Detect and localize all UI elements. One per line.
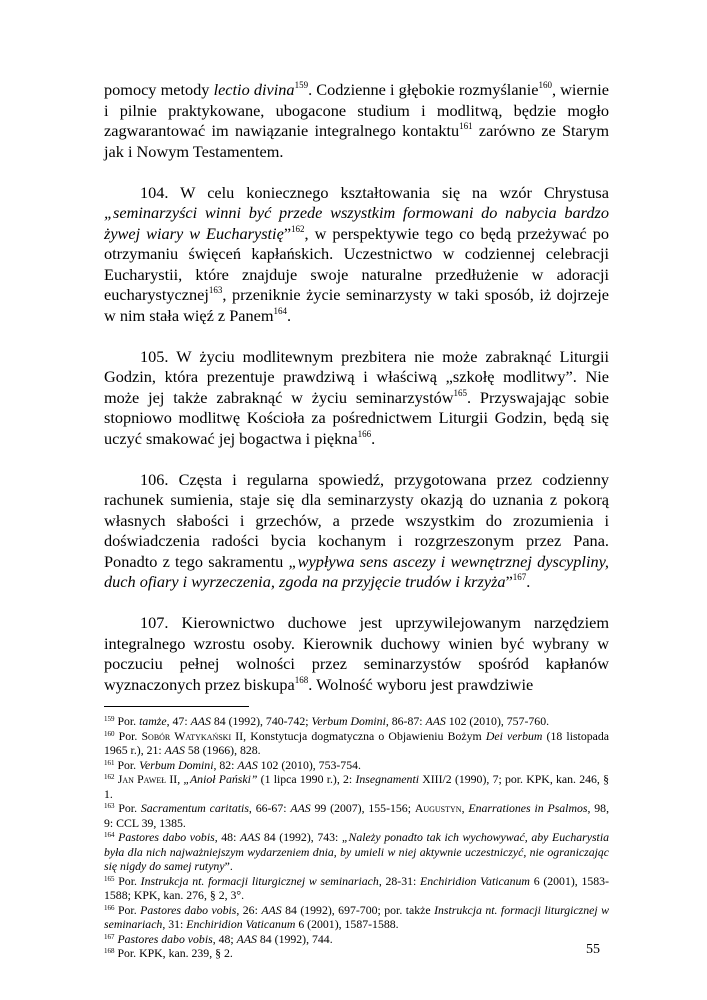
italic-text: AAS bbox=[236, 931, 257, 946]
page-content bbox=[104, 80, 609, 961]
footnote-ref: 160 bbox=[538, 80, 552, 90]
italic-text: AAS bbox=[237, 757, 258, 772]
italic-text: AAS bbox=[425, 714, 446, 728]
text-run: , 98, 9: CCL 39, 1385. bbox=[104, 801, 610, 830]
text-run: , 82: bbox=[213, 757, 238, 772]
italic-text: lectio divina bbox=[213, 80, 295, 99]
footnote-ref: 159 bbox=[104, 715, 115, 723]
text-run: , 48; bbox=[212, 931, 237, 946]
footnote-ref: 168 bbox=[104, 947, 115, 955]
italic-text: Pastores dabo vobis bbox=[140, 902, 237, 917]
text-run: 84 (1992), 697-700; por. także bbox=[281, 902, 435, 917]
italic-text: AAS bbox=[290, 801, 311, 815]
italic-text: AAS bbox=[190, 714, 211, 728]
footnote-ref: 164 bbox=[273, 305, 288, 316]
text-run: . bbox=[526, 572, 531, 591]
footnote-separator bbox=[104, 706, 249, 707]
italic-text: „seminarzyści winni być przede wszystkim formowani do nabycia bardzo żywej wiary w Eucharystię bbox=[104, 203, 609, 243]
italic-text: „Anioł Pański” bbox=[183, 772, 258, 786]
footnotes bbox=[104, 714, 609, 961]
text-run: 84 (1992), 744. bbox=[256, 931, 333, 946]
italic-text: Dei verbum bbox=[485, 728, 543, 743]
small-caps-text: Jan Paweł bbox=[117, 772, 167, 786]
footnote-ref: 161 bbox=[459, 121, 473, 131]
footnote-ref: 162 bbox=[104, 773, 115, 781]
footnote-160 bbox=[104, 729, 609, 758]
footnote-163 bbox=[104, 801, 609, 830]
footnote-ref: 162 bbox=[291, 223, 305, 234]
italic-text: Sacramentum caritatis bbox=[140, 801, 249, 815]
text-run: 104. W celu koniecznego kształtowania się na wzór Chrystusa bbox=[140, 182, 609, 202]
text-run: zarówno ze Starym jak i Nowym Testamentem. bbox=[104, 121, 610, 161]
text-run: II, bbox=[166, 772, 184, 786]
text-run: , w perspektywie tego co będą przeżywać po otrzymaniu święceń kapłańskich. Uczestnictwo w codziennej celebracji Eucharystii, które znajduje swoje naturalne przedłużenie w adoracji eucharystycznej bbox=[104, 223, 609, 304]
italic-text: Enarrationes in Psalmos bbox=[468, 801, 588, 815]
text-run: Por. bbox=[114, 873, 141, 888]
footnote-ref: 168 bbox=[294, 674, 309, 685]
footnote-162 bbox=[104, 772, 609, 801]
text-run: 105. W życiu modlitewnym prezbitera nie może zabraknąć Liturgii Godzin, która prezentuje prawdziwą i właściwą „szkołę modlitwy”. Nie może jej także zabraknąć w życiu seminarzystów bbox=[104, 346, 609, 407]
paragraph-107 bbox=[104, 613, 609, 695]
text-run: ” bbox=[505, 572, 513, 591]
text-run: , 47: bbox=[166, 714, 191, 728]
page-number: 55 bbox=[586, 942, 600, 957]
paragraph-106 bbox=[104, 470, 609, 593]
italic-text: tamże bbox=[139, 714, 167, 728]
text-run: Por. bbox=[114, 902, 141, 917]
italic-text: AAS bbox=[164, 743, 185, 757]
footnote-ref: 167 bbox=[104, 932, 115, 941]
italic-text: Verbum Domini bbox=[311, 714, 386, 728]
text-run: 84 (1992), 740-742; bbox=[210, 714, 312, 728]
text-run: 58 (1966), 828. bbox=[184, 743, 261, 757]
footnote-ref: 159 bbox=[294, 80, 309, 90]
footnote-ref: 166 bbox=[357, 428, 372, 439]
text-run: XIII/2 (1990), 7; por. KPK, kan. 246, § 1. bbox=[104, 772, 609, 801]
italic-text: Pastores dabo vobis bbox=[118, 830, 215, 844]
text-run: , 28-31: bbox=[378, 873, 421, 888]
footnote-159 bbox=[104, 714, 609, 729]
text-run: . Przyswajając sobie stopniowo modlitwę Kościoła za pośrednictwem Liturgii Godzin, będą się uczyć smakować jej bogactwa i piękna bbox=[104, 387, 610, 448]
text-run: (1 lipca 1990 r.), 2: bbox=[257, 772, 356, 786]
text-run: , 66-67: bbox=[248, 801, 291, 815]
footnote-166 bbox=[104, 903, 609, 932]
text-run: 84 (1992), 743: bbox=[260, 830, 342, 844]
footnote-ref: 160 bbox=[104, 729, 115, 738]
text-run: 99 (2007), 155-156; bbox=[310, 801, 415, 815]
italic-text: Pastores dabo vobis bbox=[117, 931, 213, 946]
text-run: , przeniknie życie seminarzysty w taki sposób, iż dojrzeje w nim stała więź z Panem bbox=[104, 285, 609, 325]
italic-text: Enchiridion Vaticanum bbox=[186, 917, 296, 931]
text-run: , 48: bbox=[214, 830, 240, 844]
text-run: pomocy metody bbox=[104, 80, 214, 99]
paragraph-105 bbox=[104, 347, 609, 450]
text-run: . bbox=[371, 428, 376, 448]
text-run: Por. KPK, kan. 239, § 2. bbox=[114, 946, 233, 960]
italic-text: „Należy ponadto tak ich wychowywać, aby Eucharystia była dla nich najważniejszym wydarzeniem dnia, by umieli w niej aktywnie uczestniczyć, nie ograniczając się nigdy do samej rutyny bbox=[104, 830, 610, 873]
text-run: ”. bbox=[224, 859, 233, 873]
footnote-ref: 167 bbox=[512, 572, 527, 582]
small-caps-text: Augustyn bbox=[414, 801, 462, 815]
text-run: , 31: bbox=[162, 917, 187, 931]
text-run: . Codzienne i głębokie rozmyślanie bbox=[308, 80, 539, 99]
text-run: 6 (2001), 1587-1588. bbox=[295, 917, 399, 931]
footnote-165 bbox=[104, 874, 609, 903]
text-run: II, Konstytucja dogmatyczna o Objawieniu Bożym bbox=[231, 728, 486, 743]
footnote-ref: 164 bbox=[104, 831, 115, 839]
paragraph-104 bbox=[104, 183, 609, 327]
footnote-ref: 163 bbox=[208, 285, 223, 295]
italic-text: Instrukcja nt. formacji liturgicznej w seminariach bbox=[104, 902, 609, 931]
small-caps-text: Sobór Watykański bbox=[141, 728, 232, 743]
text-run: , wiernie i pilnie praktykowane, ubogacone studium i modlitwą, będzie mogło zagwarantować im nawiązanie integralnego kontaktu bbox=[104, 80, 609, 140]
footnote-167 bbox=[104, 932, 609, 947]
italic-text: Instrukcja nt. formacji liturgicznej w seminariach bbox=[140, 873, 379, 888]
text-run: , 26: bbox=[236, 902, 262, 917]
text-run: Por. bbox=[114, 757, 140, 772]
footnote-168 bbox=[104, 946, 609, 961]
italic-text: Enchiridion Vaticanum bbox=[420, 873, 530, 888]
italic-text: AAS bbox=[239, 830, 261, 844]
footnote-ref: 163 bbox=[104, 802, 115, 810]
text-run: ” bbox=[283, 223, 292, 243]
text-run: Por. bbox=[114, 728, 142, 743]
text-run: Por. bbox=[114, 714, 140, 728]
text-run: Por. bbox=[114, 801, 141, 815]
italic-text: Verbum Domini bbox=[139, 757, 214, 772]
text-run: , 86-87: bbox=[385, 714, 426, 728]
italic-text: „wypływa sens ascezy i wewnętrznej dyscypliny, duch ofiary i wyrzeczenia, zgoda na przyjęcie trudów i krzyża bbox=[104, 551, 610, 591]
text-run: 102 (2010), 757-760. bbox=[445, 714, 550, 728]
footnote-ref: 166 bbox=[104, 903, 115, 912]
text-run: (18 listopada 1965 r.), 21: bbox=[104, 728, 610, 757]
text-run: . Wolność wyboru jest prawdziwie bbox=[308, 674, 534, 694]
footnote-161 bbox=[104, 758, 609, 773]
text-run: 102 (2010), 753-754. bbox=[257, 757, 361, 772]
italic-text: AAS bbox=[261, 902, 282, 917]
text-run: 6 (2001), 1583-1588; KPK, kan. 276, § 2, 3°. bbox=[104, 873, 609, 902]
italic-text: Insegnamenti bbox=[355, 772, 419, 786]
footnote-ref: 165 bbox=[453, 387, 468, 398]
footnote-ref: 165 bbox=[104, 874, 115, 883]
text-run: , bbox=[461, 801, 469, 815]
text-run: . bbox=[287, 305, 292, 325]
text-run: 107. Kierownictwo duchowe jest uprzywilejowanym narzędziem integralnego wzrostu osoby. Kierownik duchowy winien być wybrany w poczuciu pełnej wolności przez seminarzystów spośród kapłanów wyznaczonych przez biskupa bbox=[104, 613, 609, 694]
footnote-164 bbox=[104, 830, 609, 874]
footnote-ref: 161 bbox=[104, 758, 115, 767]
text-run: 106. Częsta i regularna spowiedź, przygotowana przez codzienny rachunek sumienia, staje się dla seminarzysty okazją do uznania z pokorą własnych słabości i grzechów, a przede wszystkim do zrozumienia i doświadczenia radości bycia kochanym i rozgrzeszonym przez Pana. Ponadto z tego sakramentu bbox=[104, 469, 609, 571]
paragraph-continuation bbox=[104, 80, 609, 162]
